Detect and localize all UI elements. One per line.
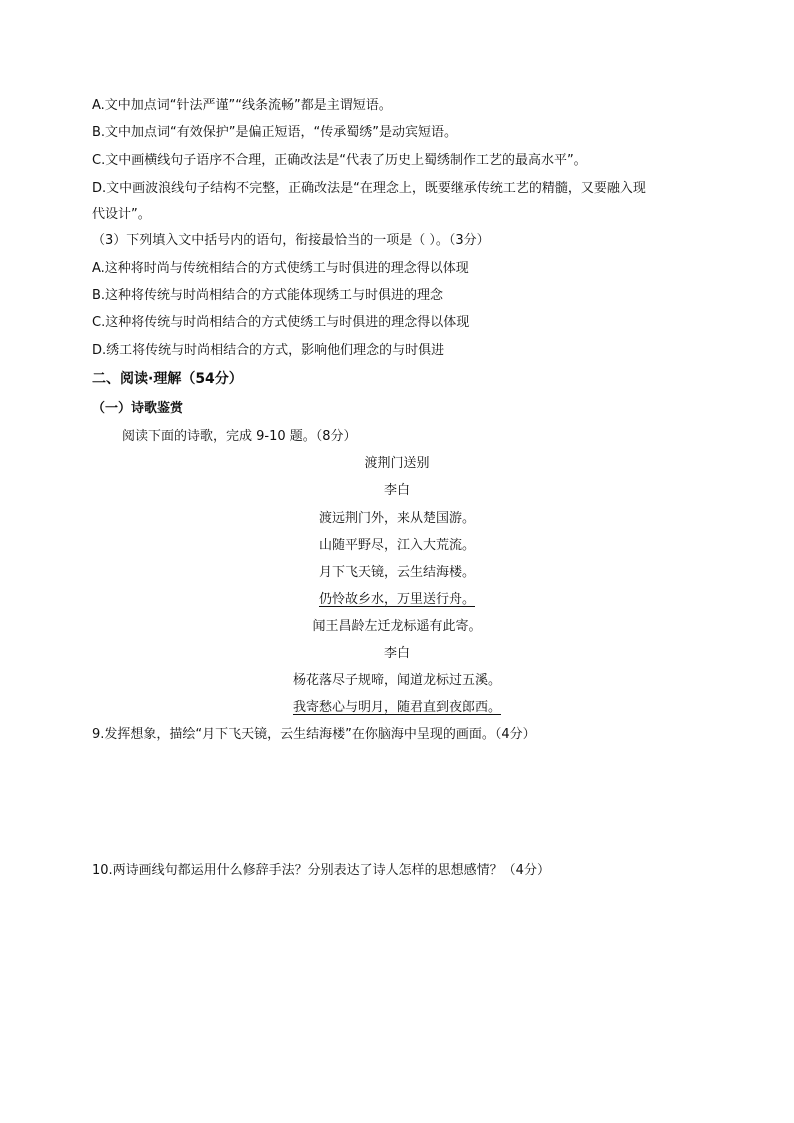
section-title: 二、阅读·理解（54分） (92, 371, 243, 387)
poem1-line: 山随平野尽，江入大荒流。 (318, 538, 475, 553)
question-10: 10.两诗画线句都运用什么修辞手法？分别表达了诗人怎样的思想感情？（4分） (92, 863, 550, 878)
option-b: B.文中加点词“有效保护”是偏正短语，“传承蜀绣”是动宾短语。 (92, 125, 457, 140)
poem1-author: 李白 (383, 483, 410, 498)
poem2-title: 闻王昌龄左迁龙标遥有此寄。 (312, 619, 482, 634)
subquestion-3-option-b: B.这种将传统与时尚相结合的方式能体现绣工与时俱进的理念 (92, 288, 444, 303)
subquestion-3-option-c: C.这种将传统与时尚相结合的方式使绣工与时俱进的理念得以体现 (92, 315, 470, 330)
option-a: A.文中加点词“针法严谨”“线条流畅”都是主谓短语。 (92, 98, 392, 113)
option-d-line2: 代设计”。 (92, 207, 151, 222)
poem1-line-underlined (0, 591, 794, 609)
poem2-line: 杨花落尽子规啼，闻道龙标过五溪。 (292, 673, 501, 688)
poem2-author: 李白 (383, 646, 410, 661)
poem1-title: 渡荆门送别 (364, 456, 430, 471)
subquestion-3: （3）下列填入文中括号内的语句，衔接最恰当的一项是（ ）。（3分） (92, 233, 490, 248)
subquestion-3-option-a: A.这种将时尚与传统相结合的方式使绣工与时俱进的理念得以体现 (92, 261, 469, 276)
subsection-title: （一）诗歌鉴赏 (92, 401, 184, 416)
poem1-line: 渡远荆门外，来从楚国游。 (318, 511, 475, 526)
poem2-line-underlined (0, 699, 794, 717)
option-c: C.文中画横线句子语序不合理，正确改法是“代表了历史上蜀绣制作工艺的最高水平”。 (92, 153, 587, 168)
option-d-line1: D.文中画波浪线句子结构不完整，正确改法是“在理念上，既要继承传统工艺的精髓，又要融入现 (92, 181, 646, 196)
underlined-text: 我寄愁心与明月，随君直到夜郎西。 (292, 700, 501, 715)
underlined-text: 仍怜故乡水，万里送行舟。 (318, 592, 475, 607)
question-9: 9.发挥想象，描绘“月下飞天镜，云生结海楼”在你脑海中呈现的画面。（4分） (92, 727, 536, 742)
subquestion-3-option-d: D.绣工将传统与时尚相结合的方式，影响他们理念的与时俱进 (92, 343, 445, 358)
reading-instructions: 阅读下面的诗歌，完成 9-10 题。（8分） (122, 429, 357, 444)
poem1-line: 月下飞天镜，云生结海楼。 (318, 565, 475, 580)
